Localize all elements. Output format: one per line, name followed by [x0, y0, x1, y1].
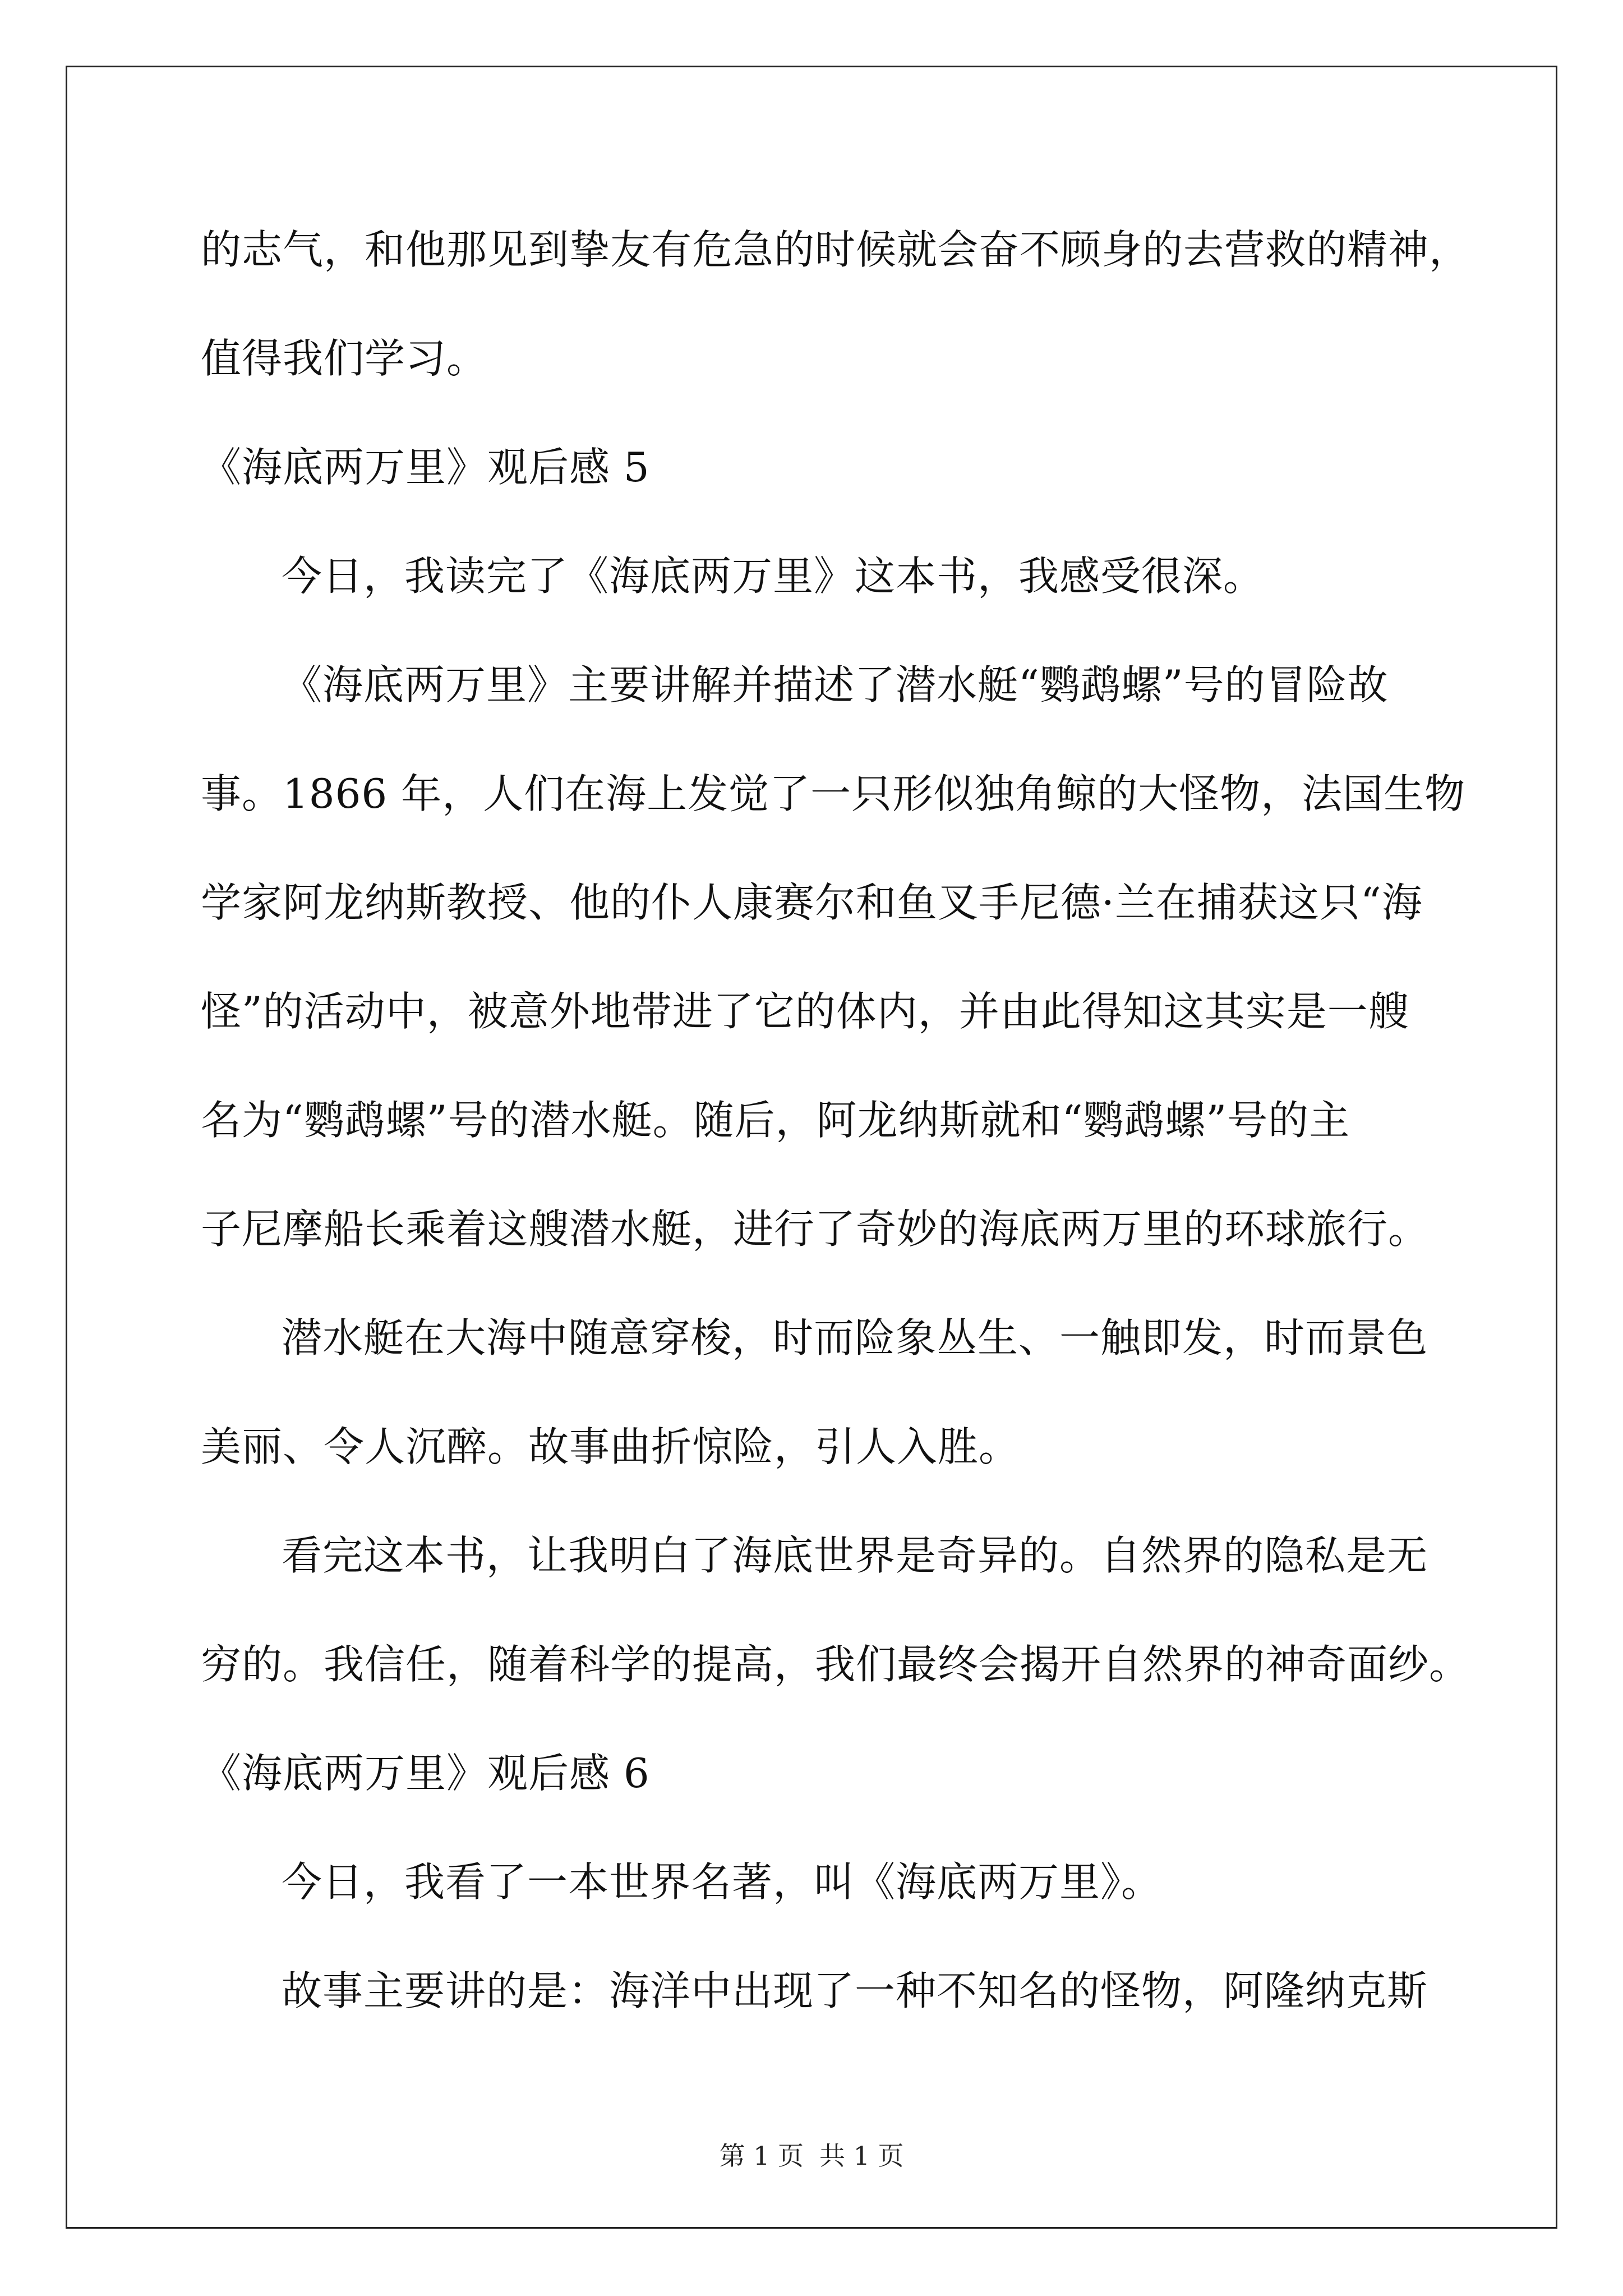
- section-heading: 《海底两万里》观后感 6: [201, 1750, 650, 1797]
- paragraph-line: 看完这本书，让我明白了海底世界是奇异的。自然界的隐私是无: [282, 1532, 1428, 1579]
- paragraph-line: 事。1866 年，人们在海上发觉了一只形似独角鲸的大怪物，法国生物: [201, 770, 1466, 817]
- paragraph-line: 学家阿龙纳斯教授、他的仆人康赛尔和鱼叉手尼德·兰在捕获这只“海: [201, 879, 1423, 926]
- paragraph-line: 怪”的活动中，被意外地带进了它的体内，并由此得知这其实是一艘: [201, 988, 1409, 1035]
- paragraph-line: 《海底两万里》主要讲解并描述了潜水艇“鹦鹉螺”号的冒险故: [282, 661, 1389, 708]
- paragraph-line: 今日，我看了一本世界名著，叫《海底两万里》。: [282, 1858, 1163, 1906]
- paragraph-line: 子尼摩船长乘着这艘潜水艇，进行了奇妙的海底两万里的环球旅行。: [201, 1205, 1430, 1253]
- paragraph-line: 穷的。我信任，随着科学的提高，我们最终会揭开自然界的神奇面纱。: [201, 1641, 1470, 1688]
- page-number: 第 1 页: [719, 2141, 804, 2171]
- page-total: 共 1 页: [819, 2141, 904, 2171]
- paragraph-line: 名为“鹦鹉螺”号的潜水艇。随后，阿龙纳斯就和“鹦鹉螺”号的主: [201, 1097, 1350, 1144]
- paragraph-line: 潜水艇在大海中随意穿梭，时而险象丛生、一触即发，时而景色: [282, 1314, 1428, 1361]
- section-heading: 《海底两万里》观后感 5: [201, 444, 650, 491]
- paragraph-line: 故事主要讲的是：海洋中出现了一种不知名的怪物，阿隆纳克斯: [282, 1967, 1428, 2014]
- page-footer: [0, 2143, 1623, 2169]
- paragraph-line: 美丽、令人沉醉。故事曲折惊险，引人入胜。: [201, 1423, 1020, 1470]
- paragraph-line: 的志气，和他那见到挚友有危急的时候就会奋不顾身的去营救的精神，: [201, 226, 1470, 273]
- paragraph-line: 值得我们学习。: [201, 335, 488, 382]
- paragraph-line: 今日，我读完了《海底两万里》这本书，我感受很深。: [282, 553, 1265, 600]
